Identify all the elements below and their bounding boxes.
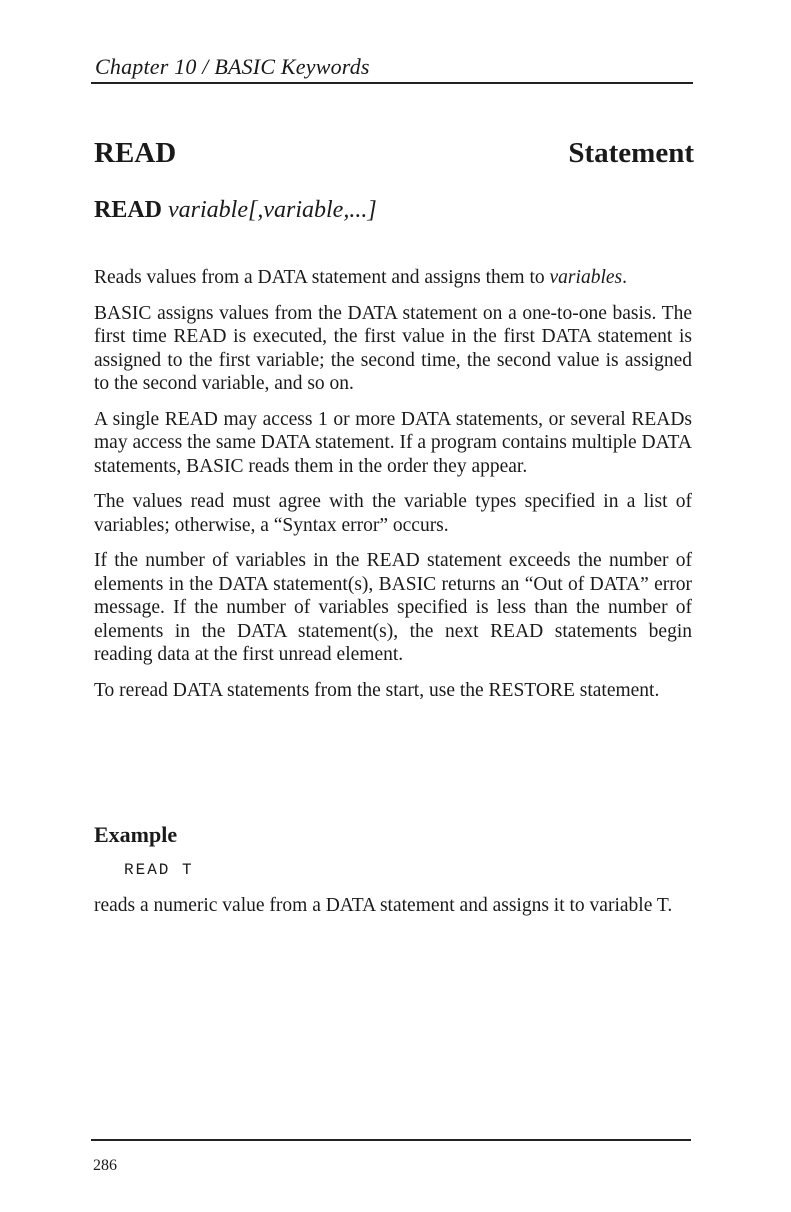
syntax-arguments: variable[,variable,...] (168, 197, 377, 223)
description-paragraph: BASIC assigns values from the DATA statement on a one-to-one basis. The first time READ is executed, the first value in the first DATA statement is assigned to the first variable; the second time, the second value is assigned to the second variable, and so on. (94, 302, 692, 394)
example-heading: Example (94, 822, 178, 847)
footer-rule (91, 1139, 691, 1141)
paragraph-end: . (622, 267, 627, 288)
syntax-line (94, 197, 377, 224)
example-explanation: reads a numeric value from a DATA statement and assigns it to variable T. (94, 895, 673, 916)
keyword-title: READ (94, 137, 177, 169)
entry-heading (94, 137, 694, 170)
paragraph-text: Reads values from a DATA statement and assigns them to (94, 267, 550, 288)
header-rule (91, 82, 693, 84)
syntax-keyword: READ (94, 197, 163, 223)
italic-term: variables (549, 267, 623, 288)
code-sample: READ T (124, 861, 194, 879)
description-paragraph: The values read must agree with the variable types specified in a list of variables; otherwise, a “Syntax error” occurs. (94, 491, 692, 536)
description (94, 266, 692, 714)
description-paragraph: If the number of variables in the READ statement exceeds the number of elements in the DATA statement(s), BASIC returns an “Out of DATA” error message. If the number of variables specified is less than the number of elements in the DATA statement(s), the next READ statements begin reading data at the first unread element. (94, 550, 692, 665)
description-paragraph: To reread DATA statements from the start, use the RESTORE statement. (94, 679, 660, 701)
running-head: Chapter 10 / BASIC Keywords (95, 54, 370, 79)
page-number: 286 (93, 1157, 117, 1174)
description-paragraph: A single READ may access 1 or more DATA statements, or several READs may access the same DATA statement. If a program contains multiple DATA statements, BASIC reads them in the order they appear. (94, 408, 692, 477)
description-paragraph (94, 266, 692, 290)
keyword-kind: Statement (568, 137, 694, 169)
